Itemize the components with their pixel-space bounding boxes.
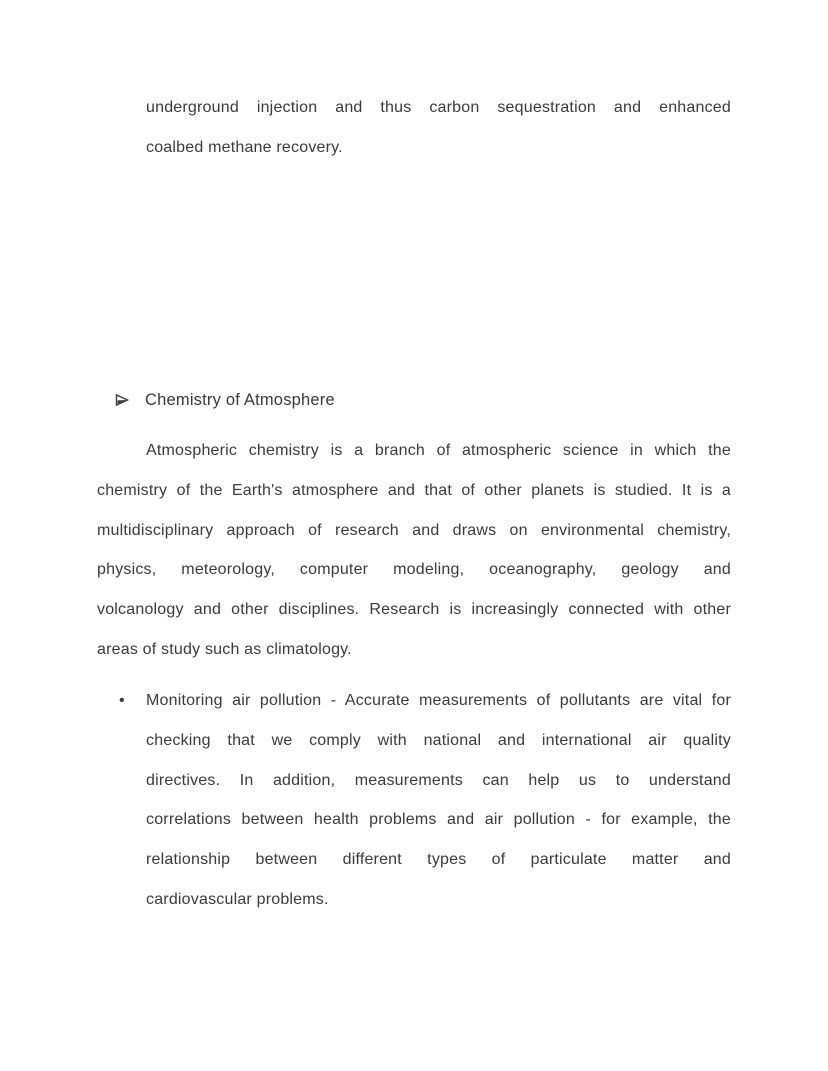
text-line: Atmospheric chemistry is a branch of atmospheric science in which the bbox=[146, 442, 731, 459]
text-line: chemistry of the Earth's atmosphere and that of other planets is studied. It is a bbox=[97, 481, 731, 499]
text-line: correlations between health problems and air pollution - for example, the bbox=[146, 811, 731, 829]
text-line: areas of study such as climatology. bbox=[97, 640, 352, 658]
paragraph-carbon-sequestration bbox=[146, 88, 731, 168]
text-line: Monitoring air pollution - Accurate measurements of pollutants are vital for bbox=[146, 692, 731, 709]
text-line: multidisciplinary approach of research and draws on environmental chemistry, bbox=[97, 521, 731, 539]
bullet-icon: • bbox=[119, 692, 125, 709]
text-line: checking that we comply with national and international air quality bbox=[146, 731, 731, 749]
text-line: relationship between different types of particulate matter and bbox=[146, 851, 731, 869]
text-line: volcanology and other disciplines. Research is increasingly connected with other bbox=[97, 601, 731, 619]
text-line: directives. In addition, measurements can help us to understand bbox=[146, 771, 731, 789]
text-line: underground injection and thus carbon sequestration and enhanced bbox=[146, 99, 731, 116]
text-line: physics, meteorology, computer modeling, oceanography, geology and bbox=[97, 561, 731, 579]
list-item-monitoring-air-pollution bbox=[146, 681, 731, 920]
text-line: coalbed methane recovery. bbox=[146, 138, 343, 156]
heading-chemistry-of-atmosphere bbox=[115, 390, 335, 410]
arrowhead-bullet-icon bbox=[115, 393, 129, 407]
text-line: cardiovascular problems. bbox=[146, 890, 329, 908]
heading-label: Chemistry of Atmosphere bbox=[145, 390, 335, 409]
paragraph-atmospheric-chemistry bbox=[97, 431, 731, 670]
